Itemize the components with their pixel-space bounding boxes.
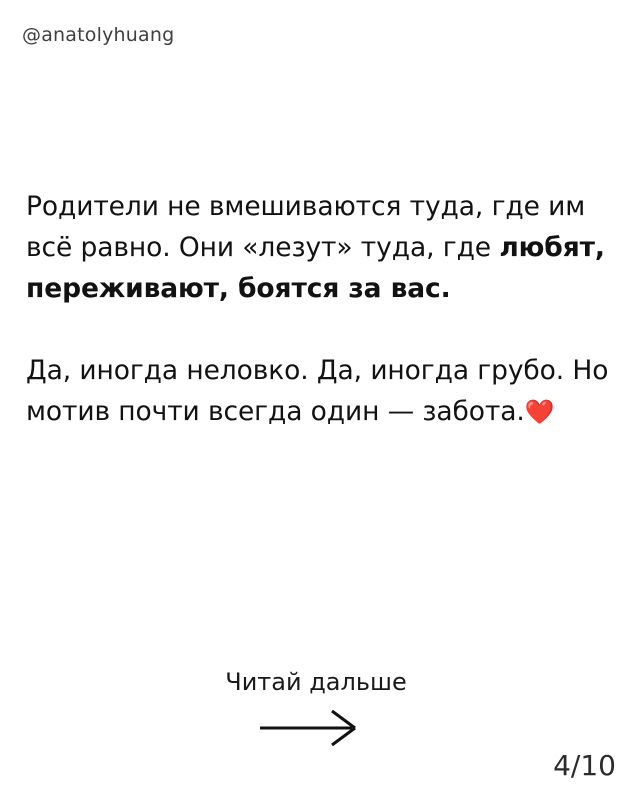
- post-body: [26, 186, 612, 433]
- author-handle: @anatolyhuang: [22, 24, 175, 46]
- page-counter: 4/10: [553, 749, 616, 782]
- swipe-arrow[interactable]: [0, 706, 640, 755]
- paragraph-1-plain: Родители не вмешиваются туда, где им всё равно. Они «лезут» туда, где: [26, 191, 586, 263]
- paragraph-2: [26, 350, 612, 433]
- paragraph-2-plain: Да, иногда неловко. Да, иногда грубо. Но мотив почти всегда один — забота.: [26, 355, 609, 427]
- cta-block: [0, 668, 640, 696]
- cta-label: Читай дальше: [225, 668, 407, 696]
- paragraph-1: [26, 186, 612, 309]
- paragraph-1-bold: любят, переживают, боятся за вас.: [26, 232, 605, 304]
- red-heart-icon: ❤️: [524, 398, 555, 426]
- right-arrow-icon[interactable]: [256, 706, 366, 750]
